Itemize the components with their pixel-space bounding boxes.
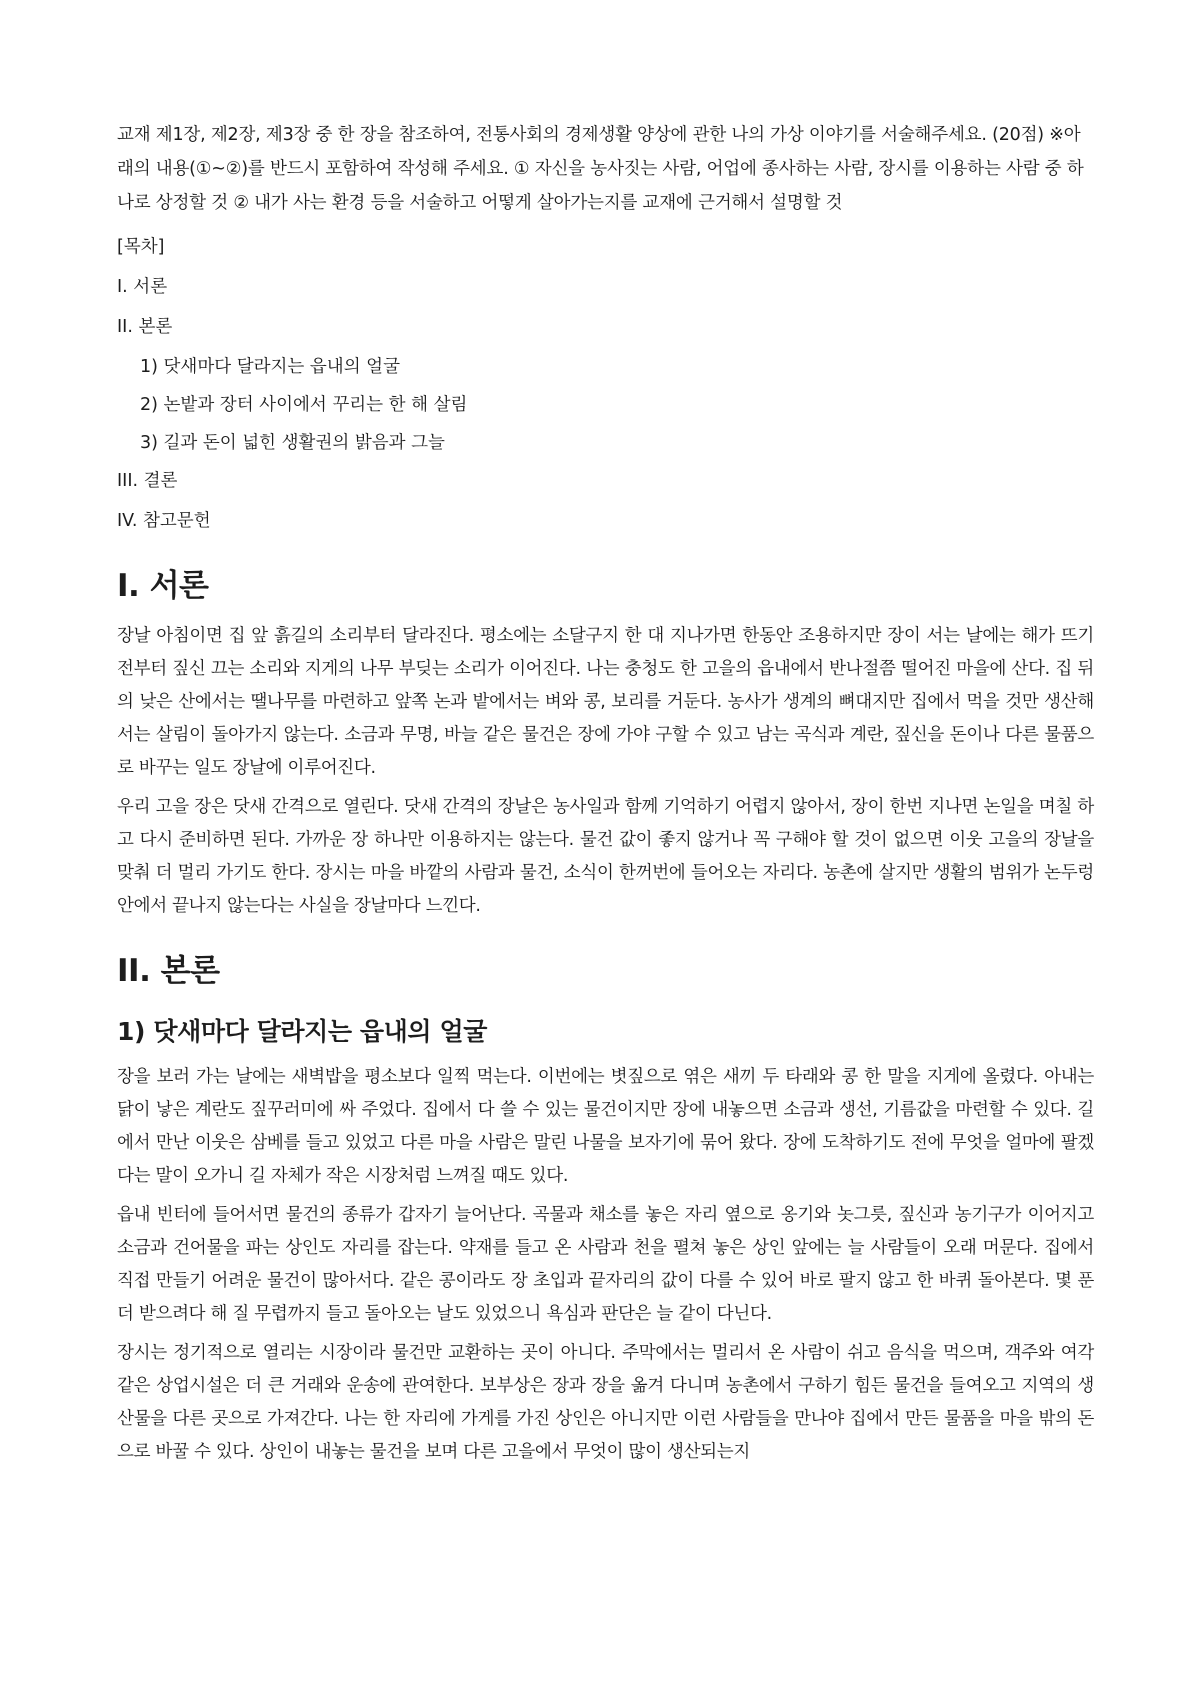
toc-list-end xyxy=(117,464,1094,538)
toc-item-conclusion: III. 결론 xyxy=(117,471,178,491)
toc-title: [목차] xyxy=(117,237,165,257)
toc-item-references: IV. 참고문헌 xyxy=(117,511,211,531)
toc-sublist xyxy=(117,350,1094,460)
toc-subitem: 1) 닷새마다 달라지는 읍내의 얼굴 xyxy=(140,357,400,377)
toc-list xyxy=(117,270,1094,344)
assignment-prompt: 교재 제1장, 제2장, 제3장 중 한 장을 참조하여, 전통사회의 경제생활 양상에 관한 나의 가상 이야기를 서술해주세요. (20점) ※아래의 내용(①~②)를 반드시 포함하여 작성해 주세요. ① 자신을 농사짓는 사람, 어업에 종사하는 사람, 장시를 이용하는 사람 중 하나로 상정할 것 ② 내가 사는 환경 등을 서술하고 어떻게 살아가는지를 교재에 근거해서 설명할 것 xyxy=(117,125,1084,213)
toc-item-intro: I. 서론 xyxy=(117,277,168,297)
toc-subitem: 3) 길과 돈이 넓힌 생활권의 밝음과 그늘 xyxy=(140,433,445,453)
paragraph: 읍내 빈터에 들어서면 물건의 종류가 갑자기 늘어난다. 곡물과 채소를 놓은 자리 옆으로 옹기와 놋그릇, 짚신과 농기구가 이어지고 소금과 건어물을 파는 상인도 자리를 잡는다. 약재를 들고 온 사람과 천을 펼쳐 놓은 상인 앞에는 늘 사람들이 오래 머문다. 집에서 직접 만들기 어려운 물건이 많아서다. 같은 콩이라도 장 초입과 끝자리의 값이 다를 수 있어 바로 팔지 않고 한 바퀴 돌아본다. 몇 푼 더 받으려다 해 질 무렵까지 들고 돌아오는 날도 있었으니 욕심과 판단은 늘 같이 다닌다. xyxy=(117,1205,1094,1324)
table-of-contents xyxy=(117,230,1094,538)
paragraph: 우리 고을 장은 닷새 간격으로 열린다. 닷새 간격의 장날은 농사일과 함께 기억하기 어렵지 않아서, 장이 한번 지나면 논일을 며칠 하고 다시 준비하면 된다. 가까운 장 하나만 이용하지는 않는다. 물건 값이 좋지 않거나 꼭 구해야 할 것이 없으면 이웃 고을의 장날을 맞춰 더 멀리 가기도 한다. 장시는 마을 바깥의 사람과 물건, 소식이 한꺼번에 들어오는 자리다. 농촌에 살지만 생활의 범위가 논두렁 안에서 끝나지 않는다는 사실을 장날마다 느낀다. xyxy=(117,797,1094,916)
subsection-heading: 1) 닷새마다 달라지는 읍내의 얼굴 xyxy=(117,1017,487,1046)
paragraph: 장날 아침이면 집 앞 흙길의 소리부터 달라진다. 평소에는 소달구지 한 대 지나가면 한동안 조용하지만 장이 서는 날에는 해가 뜨기 전부터 짚신 끄는 소리와 지게의 나무 부딪는 소리가 이어진다. 나는 충청도 한 고을의 읍내에서 반나절쯤 떨어진 마을에 산다. 집 뒤의 낮은 산에서는 땔나무를 마련하고 앞쪽 논과 밭에서는 벼와 콩, 보리를 거둔다. 농사가 생계의 뼈대지만 집에서 먹을 것만 생산해서는 살림이 돌아가지 않는다. 소금과 무명, 바늘 같은 물건은 장에 가야 구할 수 있고 남는 곡식과 계란, 짚신을 돈이나 다른 물품으로 바꾸는 일도 장날에 이루어진다. xyxy=(117,626,1094,778)
paragraph: 장시는 정기적으로 열리는 시장이라 물건만 교환하는 곳이 아니다. 주막에서는 멀리서 온 사람이 쉬고 음식을 먹으며, 객주와 여각 같은 상업시설은 더 큰 거래와 운송에 관여한다. 보부상은 장과 장을 옮겨 다니며 농촌에서 구하기 힘든 물건을 들여오고 지역의 생산물을 다른 곳으로 가져간다. 나는 한 자리에 가게를 가진 상인은 아니지만 이런 사람들을 만나야 집에서 만든 물품을 마을 밖의 돈으로 바꿀 수 있다. 상인이 내놓는 물건을 보며 다른 고을에서 무엇이 많이 생산되는지 xyxy=(117,1343,1094,1462)
toc-item-body: II. 본론 xyxy=(117,317,173,337)
section-heading-body: II. 본론 xyxy=(117,953,220,989)
toc-subitem: 2) 논밭과 장터 사이에서 꾸리는 한 해 살림 xyxy=(140,395,468,415)
paragraph: 장을 보러 가는 날에는 새벽밥을 평소보다 일찍 먹는다. 이번에는 볏짚으로 엮은 새끼 두 타래와 콩 한 말을 지게에 올렸다. 아내는 닭이 낳은 계란도 짚꾸러미에 싸 주었다. 집에서 다 쓸 수 있는 물건이지만 장에 내놓으면 소금과 생선, 기름값을 마련할 수 있다. 길에서 만난 이웃은 삼베를 들고 있었고 다른 마을 사람은 말린 나물을 보자기에 묶어 왔다. 장에 도착하기도 전에 무엇을 얼마에 팔겠다는 말이 오가니 길 자체가 작은 시장처럼 느껴질 때도 있다. xyxy=(117,1067,1094,1186)
section-heading-intro: I. 서론 xyxy=(117,568,209,604)
